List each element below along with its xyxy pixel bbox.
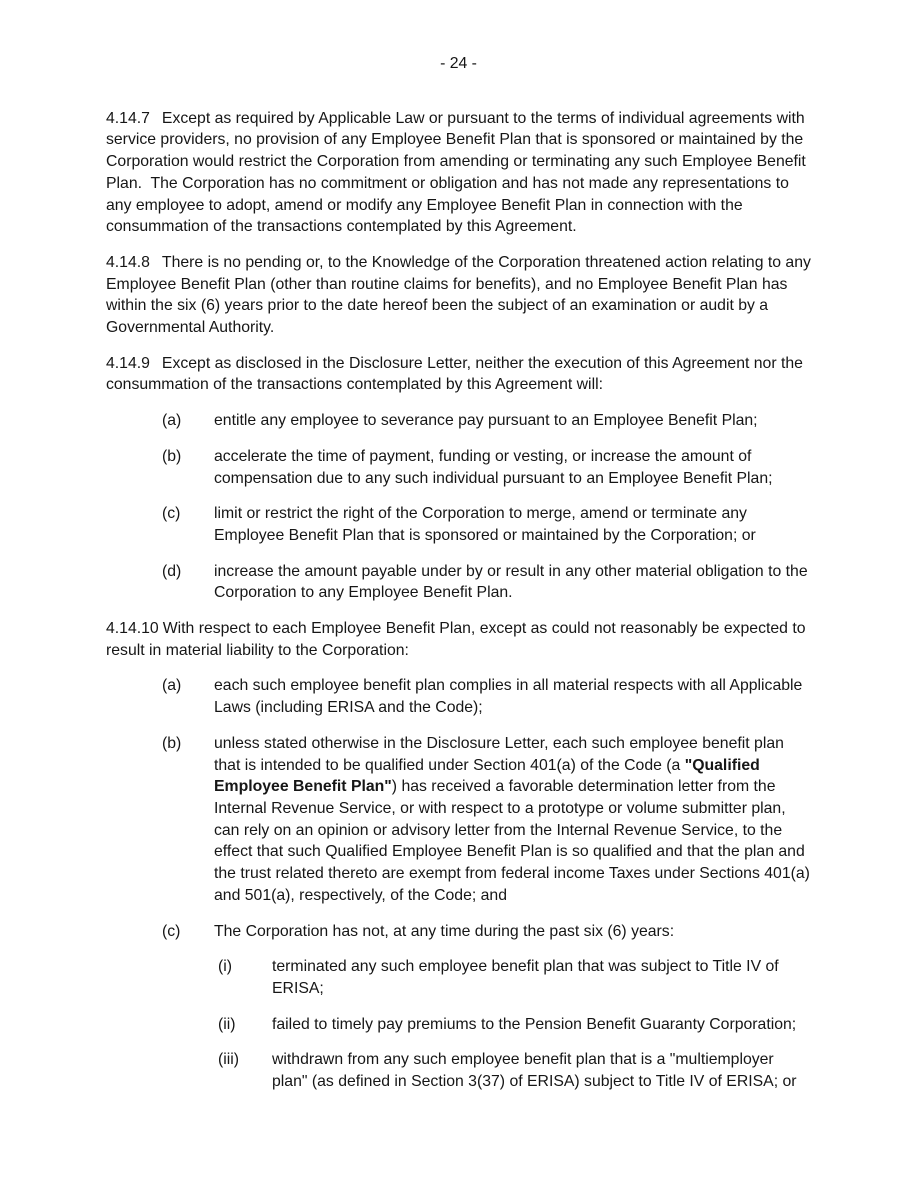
list-text: limit or restrict the right of the Corporation to merge, amend or terminate any Employee Benefit Plan that is sponsored or maintained by the Corporation; or bbox=[214, 505, 756, 544]
clause-number: 4.14.7 bbox=[106, 109, 150, 127]
list-marker: (a) bbox=[162, 412, 182, 430]
sublist-marker: (iii) bbox=[218, 1051, 240, 1069]
list-marker: (b) bbox=[162, 734, 182, 752]
list-marker: (c) bbox=[162, 505, 181, 523]
sublist-item-iii bbox=[106, 1049, 811, 1092]
clause-number: 4.14.9 bbox=[106, 354, 150, 372]
clause-4-14-7 bbox=[106, 108, 811, 238]
list-marker: (b) bbox=[162, 447, 182, 465]
list-text-post: ) has received a favorable determination letter from the Internal Revenue Service, or with respect to a prototype or volume submitter plan, can rely on an opinion or advisory letter from the Internal Revenue Service, to the effect that such Qualified Employee Benefit Plan is so qualified and that the plan and the trust related thereto are exempt from federal income Taxes under Sections 401(a) and 501(a), respectively, of the Code; and bbox=[214, 778, 815, 904]
sublist-marker: (i) bbox=[218, 958, 233, 976]
list-text-pre: unless stated otherwise in the Disclosure Letter, each such employee benefit plan that is intended to be qualified under Section 401(a) of the Code (a bbox=[214, 734, 789, 774]
list-text bbox=[214, 735, 814, 904]
defined-term-bold: "Qualified Employee Benefit Plan" bbox=[214, 756, 765, 796]
list-item-4-14-10-c bbox=[106, 921, 811, 943]
list-item-4-14-10-b bbox=[106, 733, 815, 907]
list-text: accelerate the time of payment, funding or vesting, or increase the amount of compensation due to any such individual pursuant to an Employee Benefit Plan; bbox=[214, 447, 773, 487]
sublist-text: withdrawn from any such employee benefit plan that is a "multiemployer plan" (as defined in Section 3(37) of ERISA) subject to Title IV of ERISA; or bbox=[272, 1051, 797, 1091]
list-text: entitle any employee to severance pay pursuant to an Employee Benefit Plan; bbox=[214, 412, 758, 430]
list-text: each such employee benefit plan complies in all material respects with all Applicable Laws (including ERISA and the Code); bbox=[214, 677, 807, 717]
clause-number: 4.14.10 bbox=[106, 620, 159, 638]
list-marker: (a) bbox=[162, 677, 182, 695]
sublist-item-i bbox=[106, 956, 811, 999]
list-marker: (c) bbox=[162, 922, 181, 940]
clause-number: 4.14.8 bbox=[106, 253, 150, 271]
list-text: The Corporation has not, at any time during the past six (6) years: bbox=[214, 922, 675, 940]
list-item-4-14-10-a bbox=[106, 675, 811, 718]
clause-4-14-10 bbox=[106, 618, 811, 661]
sublist-marker: (ii) bbox=[218, 1015, 236, 1033]
list-item-4-14-9-c bbox=[106, 503, 811, 546]
sublist-item-ii bbox=[106, 1014, 811, 1036]
clause-4-14-9 bbox=[106, 353, 811, 396]
list-text: increase the amount payable under by or result in any other material obligation to the Corporation to any Employee Benefit Plan. bbox=[214, 562, 813, 602]
sublist-text: terminated any such employee benefit plan that was subject to Title IV of ERISA; bbox=[272, 958, 784, 997]
list-marker: (d) bbox=[162, 562, 182, 580]
sublist-text: failed to timely pay premiums to the Pension Benefit Guaranty Corporation; bbox=[272, 1015, 797, 1033]
list-item-4-14-9-a bbox=[106, 410, 811, 432]
clause-text: Except as required by Applicable Law or pursuant to the terms of individual agreements with service providers, no provision of any Employee Benefit Plan that is sponsored or maintained by the Corporation would restrict the Corporation from amending or terminating any such Employee Benefit Plan. The Corporation has no commitment or obligation and has not made any representations to any employee to adopt, amend or modify any Employee Benefit Plan in connection with the consummation of the transactions contemplated by this Agreement. bbox=[106, 109, 811, 236]
clause-4-14-8 bbox=[106, 252, 816, 339]
list-item-4-14-9-d bbox=[106, 561, 811, 604]
clause-text: Except as disclosed in the Disclosure Letter, neither the execution of this Agreement nor the consummation of the transactions contemplated by this Agreement will: bbox=[106, 354, 808, 394]
clause-text: With respect to each Employee Benefit Plan, except as could not reasonably be expected to result in material liability to the Corporation: bbox=[106, 620, 810, 659]
clause-text: There is no pending or, to the Knowledge of the Corporation threatened action relating to any Employee Benefit Plan (other than routine claims for benefits), and no Employee Benefit Plan has within the six (6) years prior to the date hereof been the subject of an examination or audit by a Governmental Authority. bbox=[106, 253, 816, 337]
page-number: - 24 - bbox=[440, 55, 477, 72]
page-header bbox=[106, 53, 811, 75]
list-item-4-14-9-b bbox=[106, 446, 811, 489]
